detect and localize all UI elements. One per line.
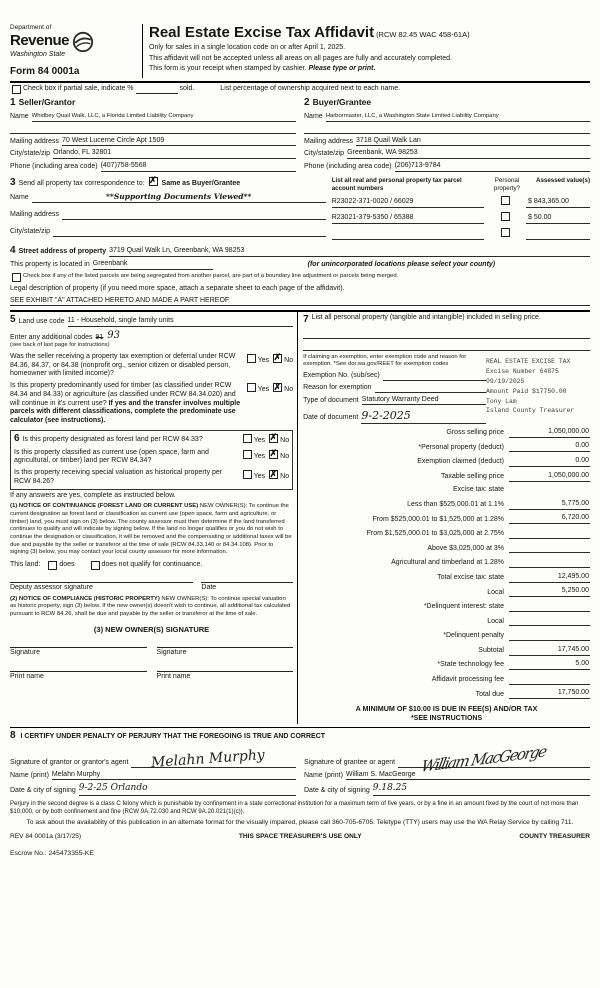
personal-property-intro: List all personal property (tangible and intangible) included in selling price. [311,314,541,322]
grantee-date-city: 9.18.25 [373,783,590,795]
partial-sale-row [10,85,590,94]
tax-row [303,602,590,612]
notice-continuance-title: (1) NOTICE OF CONTINUANCE (FOREST LAND OR CURRENT USE) [10,503,199,510]
does-not-checkbox [91,561,100,570]
does-checkbox [48,561,57,570]
tax-row [303,616,590,626]
header-divider [10,81,590,83]
tax-row-value [509,602,590,612]
correspondence-name-label: Name [10,194,29,201]
seller-section-number: 1 [10,97,16,109]
washington-state-label: Washington State [10,50,66,58]
does-not-label: does not qualify for continuance. [101,561,203,569]
grantor-signature-label: Signature of grantor or grantor's agent [10,758,129,766]
codes-instructions-note: (see back of last page for instructions) [10,342,110,349]
yes-label: Yes [257,356,270,364]
tax-row [303,573,590,583]
county-treasurer-label: COUNTY TREASURER [519,833,590,841]
dept-of-label: Department of [10,24,52,31]
parcel-assessed-value: $ 50.00 [526,214,590,224]
ownership-percentage-note: List percentage of ownership acquired next to each name. [220,85,401,93]
yes-checkbox [247,383,256,392]
tax-row [303,428,590,438]
located-in-value: Greenbank [93,260,213,270]
footer-row [10,833,590,841]
tax-row [303,500,590,510]
parties-section [10,97,590,172]
historic-property-question [14,469,289,487]
certification-section-number: 8 [10,730,16,742]
tax-row-label: *Delinquent penalty [443,632,504,640]
seller-csz-label: City/state/zip [10,150,51,158]
street-address-label: Street address of property [18,248,107,256]
tax-row-value [509,675,590,685]
revenue-logo-block [10,24,142,78]
section-designations [10,430,293,490]
correspondence-csz-field [53,228,326,237]
assessed-values-header: Assessed value(s) [536,176,590,184]
new-owner-print-lines [10,671,293,682]
tax-row [303,689,590,699]
buyer-section-number: 2 [304,97,310,109]
tax-section-number: 7 [303,314,309,326]
segregated-checkbox [12,273,21,282]
partial-sale-label: Check box if partial sale, indicate % [23,85,134,93]
exemption-note: If claiming an exemption, enter exemption code and reason for exemption. *See dor.wa.gov/REET for exemption codes [303,353,467,368]
stamp-line: Island County Treasurer [485,407,575,415]
tax-row-label: Excise tax: state [453,486,504,494]
question-text: Is this property receiving special valuation as historical property per RCW 84.26? [14,469,223,485]
no-label: No [284,386,294,393]
handwritten-code: 93 [107,329,121,341]
tax-row [303,442,590,452]
treasurer-stamp [486,354,590,423]
yes-label: Yes [253,452,266,460]
certify-statement: I CERTIFY UNDER PENALTY OF PERJURY THAT THE FOREGOING IS TRUE AND CORRECT [20,733,326,741]
deputy-assessor-label: Deputy assessor signature [10,583,93,591]
no-checkbox [269,470,278,479]
tax-row-value [509,486,590,495]
land-use-code-label: Land use code [18,318,65,326]
section-land-use [10,312,297,724]
form-number: Form 84 0001a [10,65,80,77]
correspondence-mailing-label: Mailing address [10,211,60,218]
tax-row [303,587,590,597]
legal-description-value: SEE EXHIBIT "A" ATTACHED HERETO AND MADE A PART HEREOF [10,297,590,307]
land-qualify-row [10,561,293,570]
print-name-label: Print name [156,672,191,680]
grantee-signature: William MacGeorge [419,741,548,776]
land-use-code-value: 11 - Household, single family units [68,317,294,327]
seller-section-title: Seller/Grantor [18,97,76,108]
sold-label: sold. [179,85,195,93]
property-section-number: 4 [10,244,16,256]
doc-type-value: Statutory Warranty Deed [362,396,486,406]
grantor-signature: Melahn Murphy [150,747,266,772]
form-header [10,24,590,78]
stamp-line: REAL ESTATE EXCISE TAX [485,357,571,365]
correspondence-intro: Send all property tax correspondence to: [18,179,145,187]
answers-yes-note: If any answers are yes, complete as instructed below. [10,491,176,499]
stamp-line: Amount Paid $17750.00 [485,387,567,395]
section-buyer [304,97,590,172]
tax-row-value: 1,050,000.00 [509,428,590,438]
section-certification [10,727,590,796]
perjury-statement: Perjury in the second degree is a class C felony which is punishable by confinement in a state correctional institution for a maximum term of five years, or by a fine in an amount fixed by the court of not more than $10,000, or by both confinement and fine (RCW 9A.72.030 and RCW 9A.20.021(1)(c)). [10,799,579,815]
tax-row-label: Less than $525,000.01 at 1.1% [407,500,504,508]
tax-row-label: Subtotal [478,646,504,654]
tax-row-label: Above $3,025,000 at 3% [427,544,504,552]
new-owner-signature-lines [10,647,293,658]
grantor-signature-block [10,747,296,796]
tax-row-value [509,631,590,641]
buyer-phone-value: (206)713-9784 [395,162,590,172]
header-note-2: This affidavit will not be accepted unless all areas on all pages are fully and accurately completed. [149,54,452,62]
signature-label: Signature [10,649,40,657]
tax-row [303,472,590,482]
tax-row-value: 5.00 [509,660,590,670]
tax-row [303,631,590,641]
buyer-name-label: Name [304,112,323,120]
question-text-bold: If yes and the transfer involves multiple parcels with different classifications, complete the predominate use calculator (see instructions). [10,399,241,424]
no-label: No [280,473,290,480]
reason-exemption-label: Reason for exemption [303,383,372,391]
parcel-number [332,230,484,240]
exemption-and-stamp [303,354,590,423]
seller-name-value: Whidbey Quail Walk, LLC, a Florida Limited Liability Company [32,113,296,122]
question-text: Is this property classified as current use (open space, farm and agricultural, or timber) land per RCW 84.34? [14,448,209,465]
buyer-section-title: Buyer/Grantee [312,97,372,108]
print-name-label: Print name [10,672,44,680]
buyer-csz-value: Greenbank, WA 98253 [347,149,590,159]
tax-row-label: Local [487,617,504,625]
tax-row-value [509,543,590,553]
notice-continuance-body: NEW OWNER(S): To continue the current designation as forest land or classification as current use (open space, farm and agriculture, or timber) land, you must sign on (3) below. The county assessor must then determine if the land transferred continues to qualify and will indicate by signing below. If the land no longer qualifies or you do not wish to continue the designation or classification, it will be removed and the compensating or additional taxes will be due and payable by the seller or transferor at the time of sale (RCW 84.33.140 or 84.34.108). Prior to signing (3) below, you may contact your local county assessor for more information. [10,503,292,556]
supporting-documents-note: **Supporting Documents Viewed** [32,192,326,202]
tax-row [303,543,590,553]
parcel-table [332,177,590,240]
tax-row-label: Local [487,588,504,596]
exemption-deferral-question [10,353,293,379]
tax-row [303,457,590,467]
struck-code: 91 [95,333,104,341]
seller-phone-label: Phone (including area code) [10,163,98,171]
unincorporated-note: (for unincorporated locations please select your county) [307,261,496,269]
deputy-assessor-row [10,582,293,593]
tax-row-label: Gross selling price [446,428,504,436]
revenue-logo-text [10,24,69,60]
tax-row-label: Total due [475,690,504,698]
doc-type-label: Type of document [303,396,359,404]
new-owner-signature-title: (3) NEW OWNER(S) SIGNATURE [93,624,210,634]
stamp-line: 09/19/2025 [485,377,525,385]
parcel-row [332,212,590,224]
seller-phone-value: (407)758-5568 [101,162,296,172]
personal-property-header: Personal property? [493,176,521,192]
street-address-value: 3719 Quail Walk Ln, Greenbank, WA 98253 [109,247,590,257]
stamp-line: Tony Lam [485,397,517,405]
grantee-printed-name: William S. MacGeorge [346,771,590,781]
seller-mailing-label: Mailing address [10,137,60,145]
no-checkbox [269,450,278,459]
tax-row-label: *Delinquent interest: state [423,603,504,611]
correspondence-mailing-field [62,211,326,220]
date-city-label: Date & city of signing [304,786,370,794]
tax-row-value: 0.00 [509,457,590,467]
personal-property-field [303,330,590,339]
revenue-seal-icon [72,31,94,53]
no-checkbox [273,354,282,363]
no-label: No [284,356,294,364]
tax-row-value: 5,250.00 [509,587,590,597]
tax-row-label: *Personal property (deduct) [418,443,504,451]
tax-row-value: 17,745.00 [509,646,590,656]
parcel-assessed-value [526,230,590,240]
tax-row-value: 5,775.00 [509,500,590,510]
tax-row-value [509,616,590,626]
tax-row-label: Total excise tax: state [437,573,504,581]
yes-label: Yes [257,386,270,393]
parcel-personal-checkbox [501,212,510,221]
section-tax-computation [297,312,590,724]
question-text: Is this property predominantly used for timber (as classified under RCW 84.34 and 84.33) or agriculture (as classified under RCW 84.34.020) and will continue in it's current use? [10,382,236,407]
parcel-number: R23021-379-5350 / 65388 [332,214,484,224]
form-title: Real Estate Excise Tax Affidavit [149,24,375,41]
tax-row-value [509,529,590,539]
tax-row-value: 1,050,000.00 [509,472,590,482]
tax-row-label: From $1,525,000.01 to $3,025,000 at 2.75% [366,530,504,538]
does-label: does [59,561,75,569]
correspondence-csz-label: City/state/zip [10,228,51,235]
tax-row [303,660,590,670]
see-instructions-note: *SEE INSTRUCTIONS [410,715,483,723]
grantee-signature-label: Signature of grantee or agent [304,758,396,766]
doc-date-label: Date of document [303,414,359,422]
name-print-label: Name (print) [10,771,49,779]
segregated-label: Check box if any of the listed parcels are being segregated from another parcel, are part of a boundary line adjustment or parcels being merged. [23,272,399,279]
exemption-no-label: Exemption No. (sub/sec) [303,371,380,379]
partial-sale-checkbox [12,85,21,94]
section-property [10,245,590,307]
current-use-question [14,449,289,467]
header-note-3: This form is your receipt when stamped by cashier. [149,64,309,72]
stamp-line: Excise Number 64875 [485,367,559,375]
located-in-label: This property is located in [10,261,90,269]
question-text: Is this property designated as forest land per RCW 84.33? [22,435,203,443]
no-checkbox [273,383,282,392]
yes-checkbox [247,354,256,363]
question-text: Was the seller receiving a property tax exemption or deferral under RCW 84.36, 84.37, or 84.38 (nonprofit org., senior citizen or disabled person, homeowner with limited income)? [10,352,236,378]
buyer-name-value: Harbormaster, LLC, a Washington State Limited Liability Company [326,113,590,122]
parcel-number: R23022-371-0020 / 66029 [332,198,484,208]
treasurer-space-label: THIS SPACE TREASURER'S USE ONLY [238,833,362,841]
reason-exemption-field [375,384,486,393]
buyer-mailing-label: Mailing address [304,137,354,145]
grantee-signature-block [304,741,590,796]
legal-description-label: Legal description of property (if you need more space, attach a separate sheet to each page of the affidavit). [10,284,345,292]
date-label: Date [201,583,217,591]
timber-agriculture-question [10,382,293,426]
same-as-buyer-checkbox [149,177,158,186]
same-as-buyer-label: Same as Buyer/Grantee [161,179,241,187]
tax-row [303,558,590,568]
correspondence-section-number: 3 [10,176,16,188]
exemption-no-field [383,372,486,381]
tax-row [303,486,590,495]
no-label: No [280,436,290,444]
no-label: No [280,452,290,460]
parcel-row [332,228,590,240]
tax-row-label: Taxable selling price [440,472,504,480]
signature-label: Signature [156,649,187,657]
parcel-row [332,196,590,208]
tax-row-label: Agricultural and timberland at 1.28% [391,559,504,567]
yes-label: Yes [253,436,266,444]
seller-name-label: Name [10,112,29,120]
escrow-number: Escrow No.: 245473355-KE [10,849,94,857]
minimum-due-note: A MINIMUM OF $10.00 IS DUE IN FEE(S) AND/OR TAX [355,704,538,714]
buyer-phone-label: Phone (including area code) [304,163,392,171]
tax-row-value: 6,720.00 [509,514,590,524]
section-correspondence-parcels [10,177,590,240]
notice-compliance-body: NEW OWNER(S): To continue special valuation as historic property, sign (3) below. If the new owner(s) doesn't wish to continue, all additional tax calculated pursuant to RCW 84.26, shall be due and payable by the seller or transferor at the time of sale. [10,595,291,618]
tax-row-value [509,558,590,568]
tax-row-label: *State technology fee [437,661,504,669]
name-print-label: Name (print) [304,771,343,779]
grantor-printed-name: Melahn Murphy [52,771,296,781]
this-land-label: This land: [10,561,41,569]
seller-csz-value: Orlando, FL 32801 [53,149,296,159]
forest-land-question [14,433,289,446]
yes-checkbox [243,450,252,459]
tax-row [303,514,590,524]
notice-compliance-title: (2) NOTICE OF COMPLIANCE (HISTORIC PROPERTY) [10,595,160,602]
tax-row [303,675,590,685]
tax-row-label: Exemption claimed (deduct) [417,458,504,466]
date-city-label: Date & city of signing [10,786,76,794]
main-columns [10,310,590,724]
tax-row-value: 0.00 [509,442,590,452]
designations-section-number: 6 [14,432,20,444]
seller-extra-name-field [10,125,296,134]
tax-row-value: 12,495.00 [509,573,590,583]
buyer-extra-name-field [304,125,590,134]
tax-row [303,529,590,539]
buyer-mailing-value: 3718 Quail Walk Lan [356,137,590,147]
parcel-personal-checkbox [501,228,510,237]
type-or-print-note: Please type or print. [308,64,376,72]
header-note-1: Only for sales in a single location code on or after April 1, 2025. [149,44,346,52]
tax-row-label: Affidavit processing fee [431,676,504,684]
grantor-date-city: 9-2-25 Orlando [79,783,296,795]
additional-codes-label: Enter any additional codes [10,333,93,341]
yes-checkbox [243,470,252,479]
revenue-label: Revenue [10,32,70,50]
yes-label: Yes [253,473,266,480]
rcw-reference: (RCW 82.45 WAC 458-61A) [376,30,470,39]
personal-property-field [303,342,590,351]
partial-sale-percent-field [136,86,178,94]
landuse-section-number: 5 [10,314,16,326]
section-seller [10,97,296,172]
parcel-numbers-header: List all real and personal property tax parcel account numbers [331,176,462,192]
tax-row [303,646,590,656]
section-correspondence [10,177,332,240]
no-checkbox [269,434,278,443]
doc-date-handwritten: 9-2-2025 [361,409,486,424]
parcel-assessed-value: $ 843,365.00 [526,198,590,208]
rev-number: REV 84 0001a (3/17/25) [10,833,82,841]
yes-checkbox [243,434,252,443]
tax-row-value: 17,750.00 [509,689,590,699]
parcel-personal-checkbox [501,196,510,205]
tax-row-label: From $525,000.01 to $1,525,000 at 1.28% [372,515,504,523]
seller-mailing-value: 70 West Lucerne Circle Apt 1509 [62,137,296,147]
buyer-csz-label: City/state/zip [304,150,345,158]
accessibility-statement: To ask about the availability of this publication in an alternate format for the visually impaired, please call 360-705-6705. Teletype (TTY) users may use the WA Relay Service by calling 711. [26,818,574,826]
